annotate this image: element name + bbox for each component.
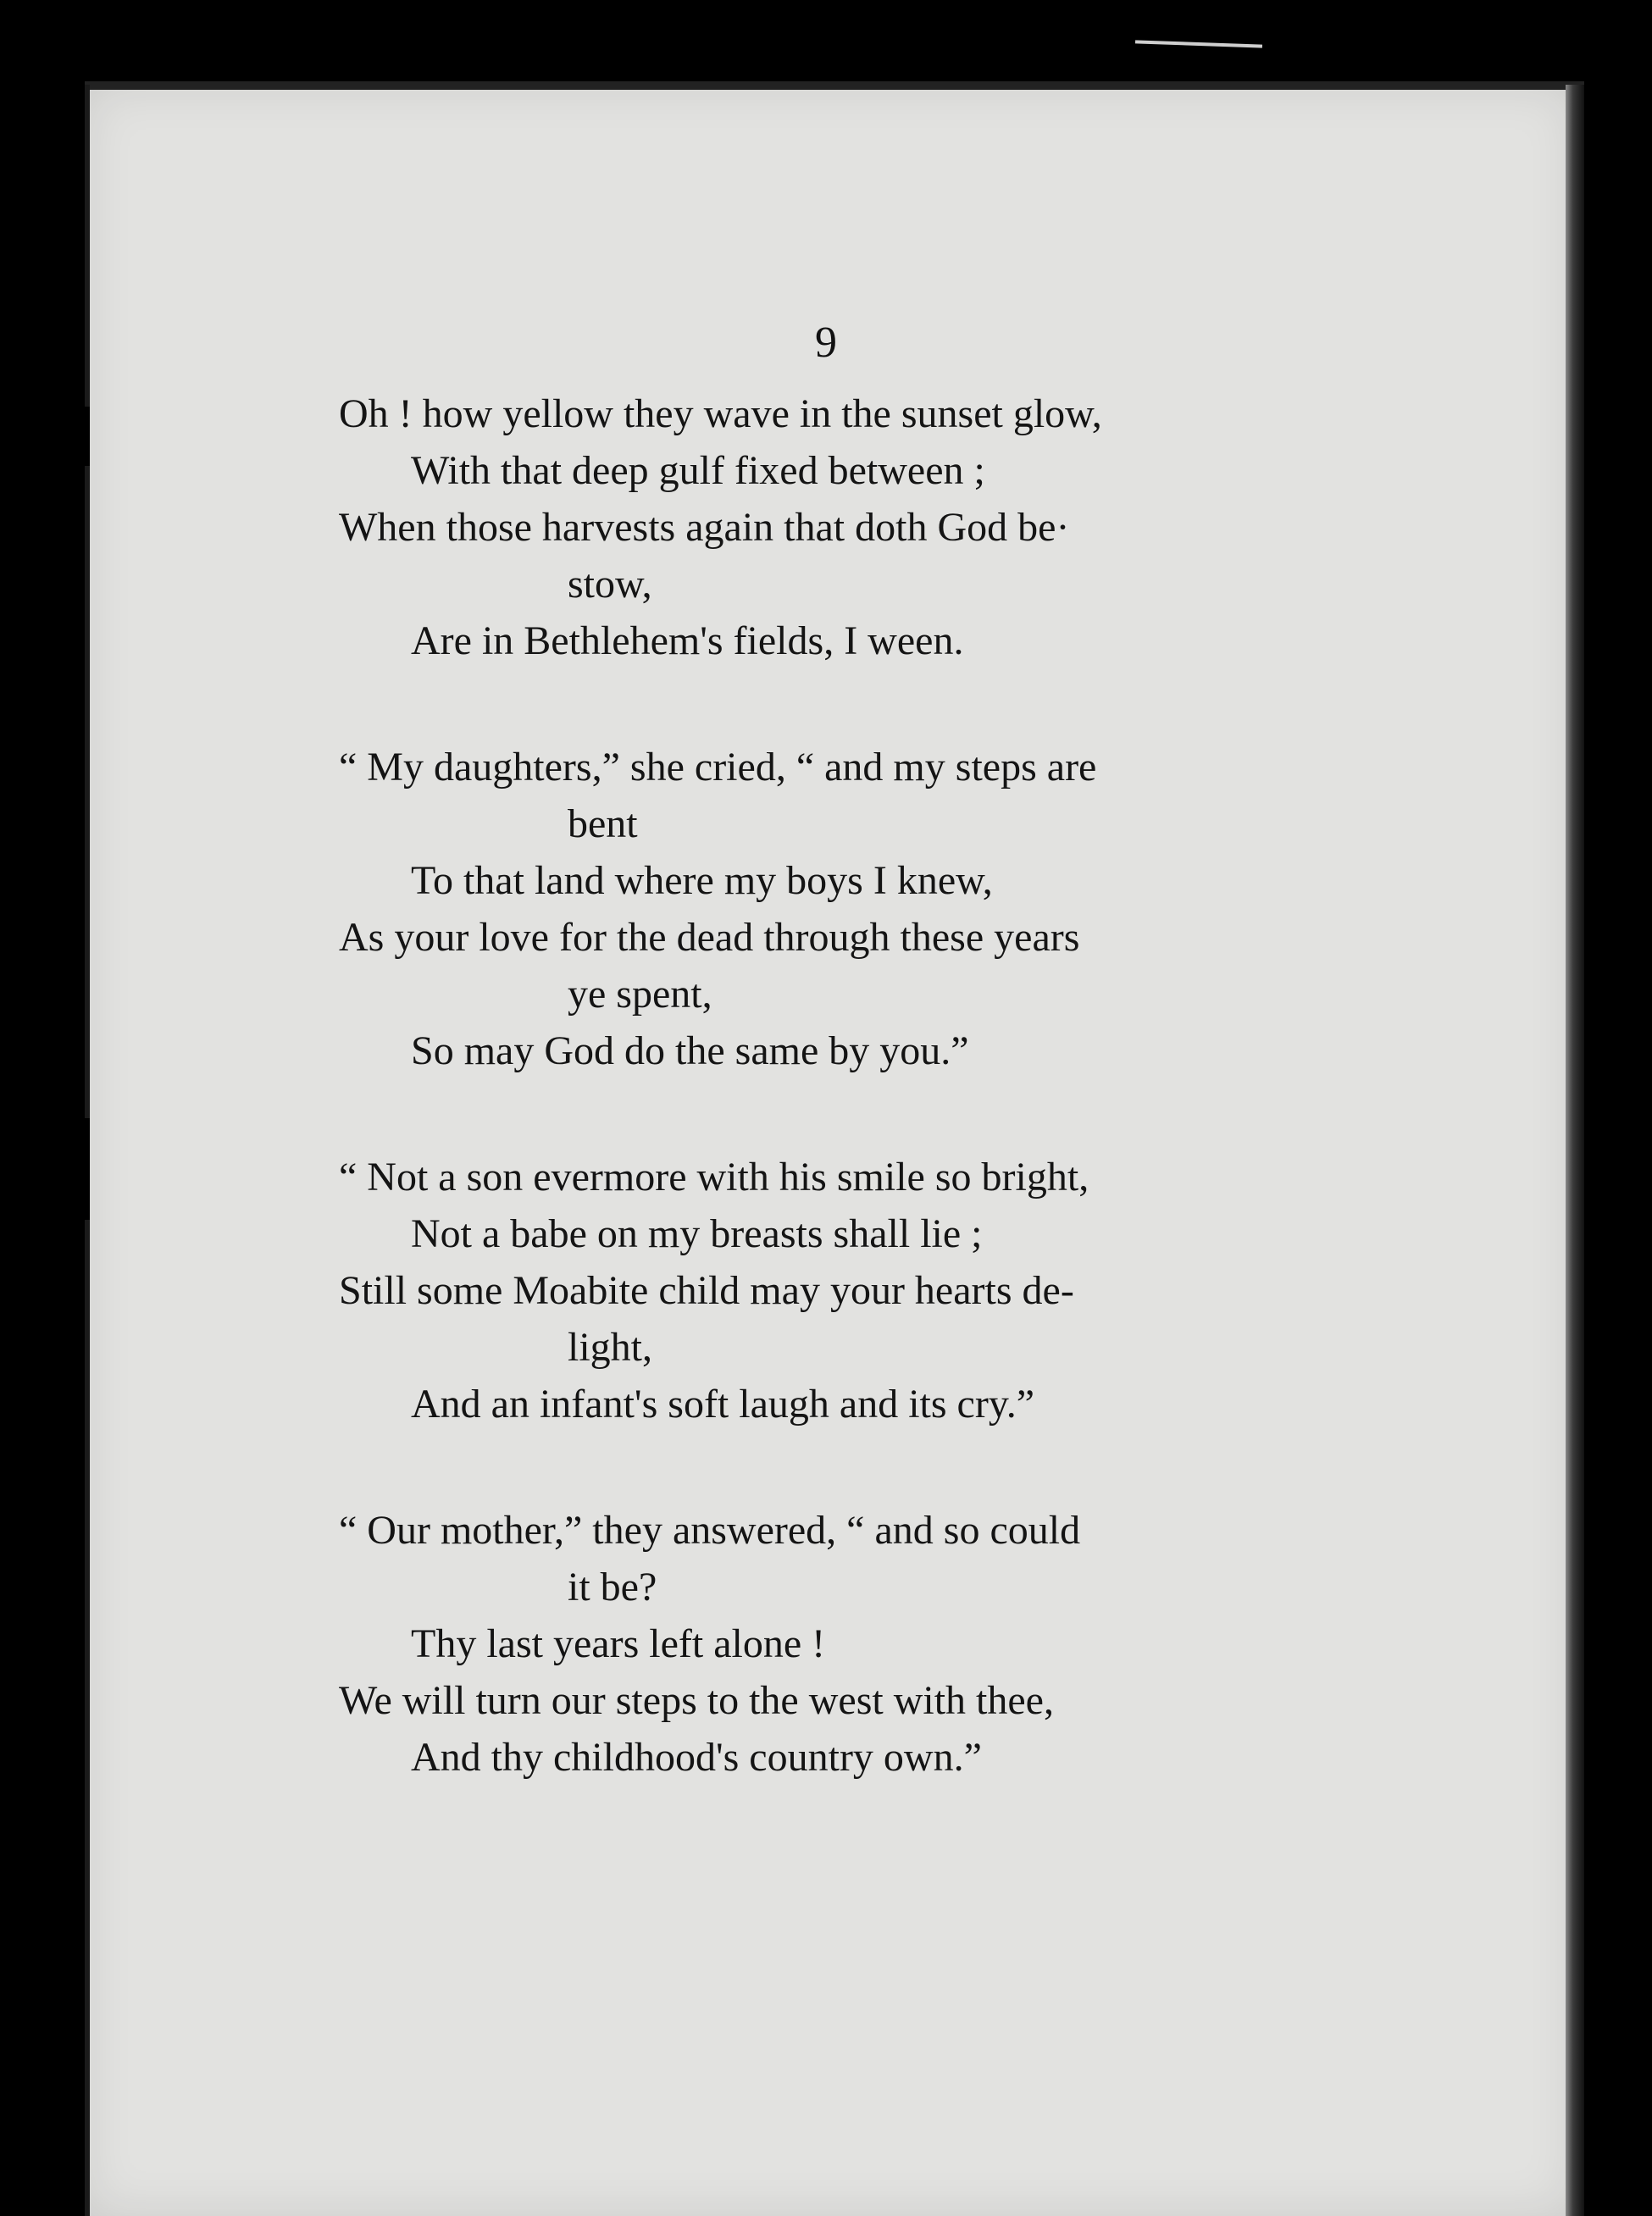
stanza — [339, 385, 1322, 669]
poem-line: With that deep gulf fixed between ; — [411, 448, 985, 493]
poem-line: Not a babe on my breasts shall lie ; — [411, 1211, 983, 1256]
poem-line: Thy last years left alone ! — [411, 1621, 826, 1666]
poem-line: ye spent, — [568, 972, 712, 1017]
stanza — [339, 1502, 1322, 1786]
poem-line: Oh ! how yellow they wave in the sunset glow, — [339, 391, 1102, 436]
page-top-edge — [85, 81, 1584, 90]
poem-line: it be? — [568, 1565, 657, 1609]
poem-line: As your love for the dead through these years — [339, 915, 1080, 960]
poem-line: Are in Bethlehem's fields, I ween. — [411, 618, 964, 663]
stanza — [339, 1149, 1322, 1432]
poem-line: When those harvests again that doth God be· — [339, 505, 1070, 550]
scan-scratch-mark — [1135, 40, 1262, 47]
poem-line: We will turn our steps to the west with thee, — [339, 1678, 1054, 1723]
poem-line: light, — [568, 1325, 653, 1370]
stanza — [339, 739, 1322, 1079]
poem-text — [339, 385, 1322, 1855]
page-right-edge — [1566, 85, 1584, 2216]
poem-line: And thy childhood's country own.” — [411, 1735, 982, 1780]
poem-line: To that land where my boys I knew, — [411, 858, 993, 903]
poem-line: So may God do the same by you.” — [411, 1028, 969, 1073]
poem-line: “ My daughters,” she cried, “ and my steps are — [339, 745, 1097, 789]
poem-line: Still some Moabite child may your hearts de- — [339, 1268, 1074, 1313]
poem-line: “ Our mother,” they answered, “ and so could — [339, 1508, 1081, 1553]
page-number: 9 — [815, 319, 837, 367]
poem-line: And an infant's soft laugh and its cry.” — [411, 1382, 1035, 1427]
spine-binding-mark — [85, 407, 90, 466]
poem-line: stow, — [568, 562, 652, 607]
poem-line: “ Not a son evermore with his smile so bright, — [339, 1155, 1089, 1199]
spine-binding-mark — [85, 1118, 90, 1220]
poem-line: bent — [568, 801, 638, 846]
